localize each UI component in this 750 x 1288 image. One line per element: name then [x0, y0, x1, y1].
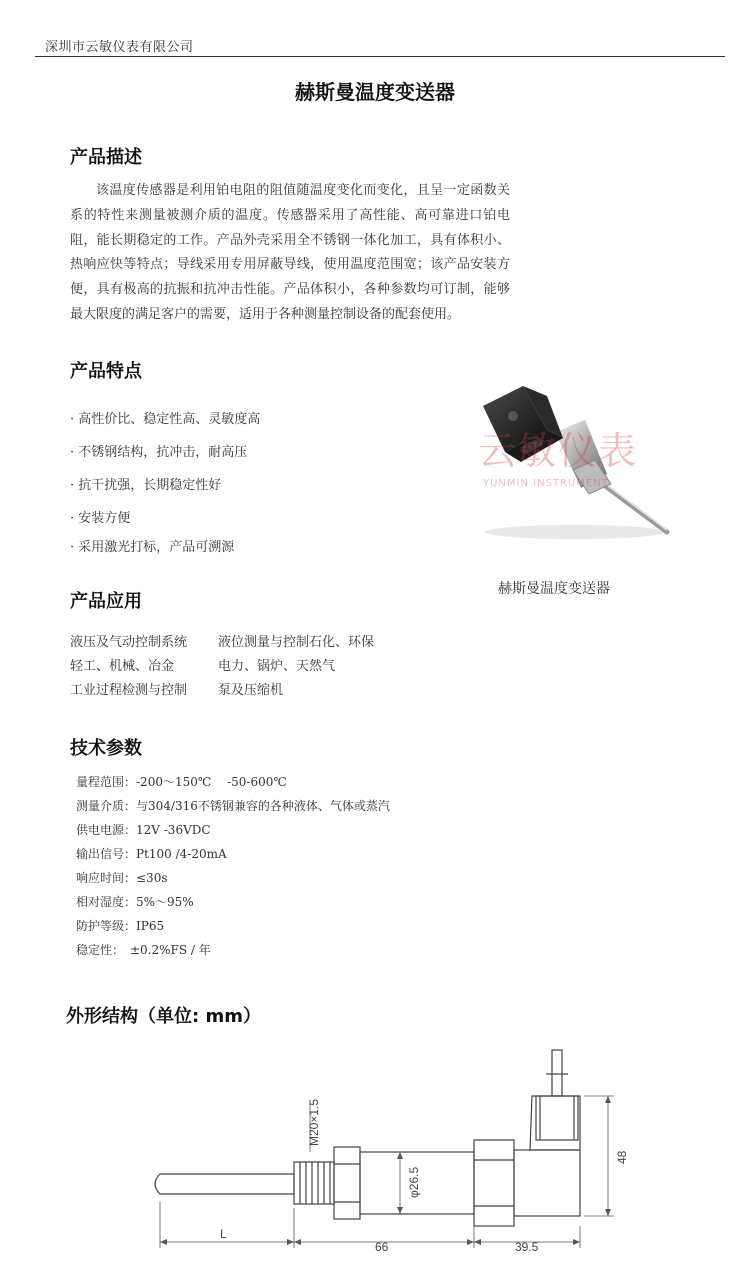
header-divider: [35, 56, 725, 57]
spec-item: 响应时间：≤30s: [76, 871, 168, 885]
spec-item: 相对湿度：5%～95%: [76, 895, 194, 909]
features-heading: 产品特点: [70, 361, 142, 382]
dim-length-l: L: [220, 1227, 227, 1241]
application-item: 液位测量与控制石化、环保: [218, 635, 375, 650]
applications-heading: 产品应用: [70, 591, 142, 612]
dim-thread: M20×1.5: [307, 1098, 321, 1146]
dim-length-body: 66: [375, 1240, 389, 1254]
product-caption: 赫斯曼温度变送器: [498, 581, 610, 597]
spec-item: 输出信号：Pt100 /4-20mA: [76, 847, 227, 861]
dim-length-head: 39.5: [515, 1240, 539, 1254]
description-text: 该温度传感器是利用铂电阻的阻值随温度变化而变化，且呈一定函数关系的特性来测量被测介质的温度。传感器采用了高性能、高可靠进口铂电阻，能长期稳定的工作。产品外壳采用全不锈钢一体化加工，具有体积小、热响应快等特点；导线采用专用屏蔽导线，使用温度范围宽；该产品安装方便，具有极高的抗振和抗冲击性能。产品体积小，各种参数均可订制，能够最大限度的满足客户的需要，适用于各种测量控制设备的配套使用。: [70, 183, 510, 322]
structure-heading: 外形结构（单位: mm）: [66, 1006, 261, 1027]
application-item: 电力、锅炉、天然气: [218, 659, 336, 674]
feature-item: · 不锈钢结构，抗冲击，耐高压: [70, 445, 248, 460]
description-heading: 产品描述: [70, 147, 142, 168]
spec-item: 防护等级：IP65: [76, 919, 165, 933]
application-item: 泵及压缩机: [218, 683, 284, 698]
dimension-drawing: [0, 1040, 750, 1260]
page-title: 赫斯曼温度变送器: [295, 80, 455, 104]
application-item: 工业过程检测与控制: [70, 683, 188, 698]
spec-item: 稳定性： ±0.2%FS / 年: [76, 943, 211, 957]
feature-item: · 高性价比、稳定性高、灵敏度高: [70, 412, 261, 427]
company-name: 深圳市云敏仪表有限公司: [45, 40, 194, 55]
watermark-text-en: YUNMIN INSTRUMENT: [483, 478, 609, 489]
specs-heading: 技术参数: [70, 738, 142, 759]
feature-item: · 抗干扰强，长期稳定性好: [70, 478, 222, 493]
application-item: 液压及气动控制系统: [70, 635, 188, 650]
spec-item: 量程范围：-200～150℃ -50-600℃: [76, 775, 287, 789]
dim-diameter: φ26.5: [407, 1166, 421, 1198]
spec-item: 测量介质：与304/316不锈钢兼容的各种液体、气体或蒸汽: [76, 799, 390, 813]
dim-height: 48: [615, 1150, 629, 1164]
feature-item: · 采用激光打标，产品可溯源: [70, 540, 235, 555]
application-item: 轻工、机械、冶金: [70, 659, 175, 674]
spec-item: 供电电源：12V -36VDC: [76, 823, 211, 837]
feature-item: · 安装方便: [70, 511, 131, 526]
watermark-text: 云敏仪表: [478, 429, 639, 473]
